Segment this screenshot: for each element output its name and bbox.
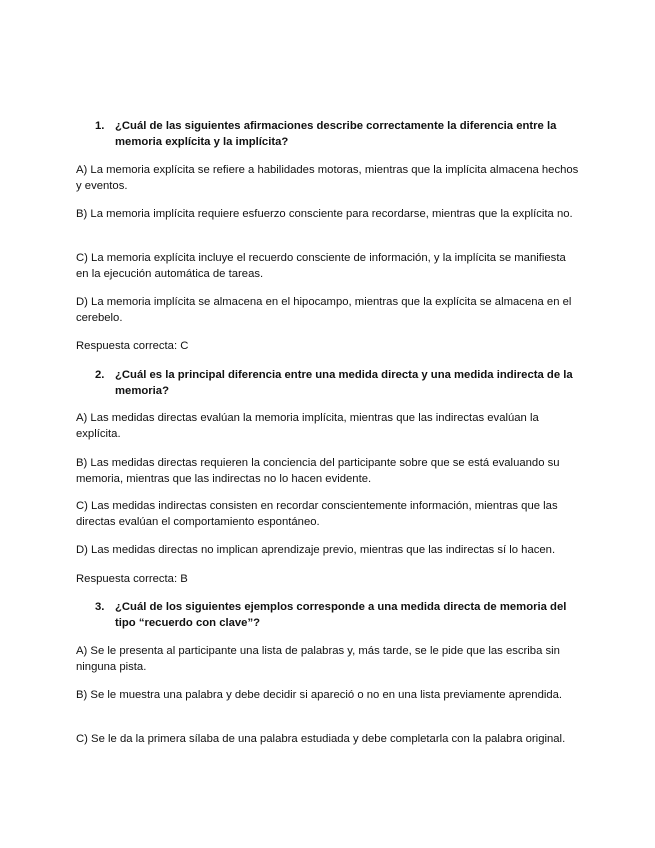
question-number: 2. — [95, 369, 105, 381]
question-text: ¿Cuál de los siguientes ejemplos corresponde a una medida directa de memoria del tipo “recuerdo con clave”? — [115, 601, 567, 629]
correct-answer: Respuesta correcta: C — [76, 340, 189, 352]
question-text: ¿Cuál es la principal diferencia entre una medida directa y una medida indirecta de la memoria? — [115, 369, 573, 397]
option-b: B) Se le muestra una palabra y debe decidir si apareció o no en una lista previamente aprendida. — [76, 689, 563, 701]
question-1-heading — [95, 118, 585, 150]
option-d: D) La memoria implícita se almacena en el hipocampo, mientras que la explícita se almacena en el cerebelo. — [76, 296, 572, 324]
question-number: 1. — [95, 120, 105, 132]
option-b: B) La memoria implícita requiere esfuerzo consciente para recordarse, mientras que la explícita no. — [76, 208, 573, 220]
option-c: C) La memoria explícita incluye el recuerdo consciente de información, y la implícita se manifiesta en la ejecución automática de tareas. — [76, 252, 566, 280]
question-text: ¿Cuál de las siguientes afirmaciones describe correctamente la diferencia entre la memoria explícita y la implícita? — [115, 120, 557, 148]
question-2-heading — [95, 367, 585, 399]
option-c: C) Las medidas indirectas consisten en recordar conscientemente información, mientras que las directas evalúan el comportamiento espontáneo. — [76, 500, 558, 528]
option-d: D) Las medidas directas no implican aprendizaje previo, mientras que las indirectas sí lo hacen. — [76, 544, 556, 556]
option-a: A) La memoria explícita se refiere a habilidades motoras, mientras que la implícita almacena hechos y eventos. — [76, 164, 579, 192]
question-3-heading — [95, 599, 585, 631]
correct-answer: Respuesta correcta: B — [76, 573, 188, 585]
option-a: A) Las medidas directas evalúan la memoria implícita, mientras que las indirectas evalúan la explícita. — [76, 412, 539, 440]
question-number: 3. — [95, 601, 105, 613]
option-c: C) Se le da la primera sílaba de una palabra estudiada y debe completarla con la palabra original. — [76, 733, 566, 745]
option-a: A) Se le presenta al participante una lista de palabras y, más tarde, se le pide que las escriba sin ninguna pista. — [76, 645, 560, 673]
option-b: B) Las medidas directas requieren la conciencia del participante sobre que se está evaluando su memoria, mientras que las indirectas no lo hacen evidente. — [76, 457, 560, 485]
